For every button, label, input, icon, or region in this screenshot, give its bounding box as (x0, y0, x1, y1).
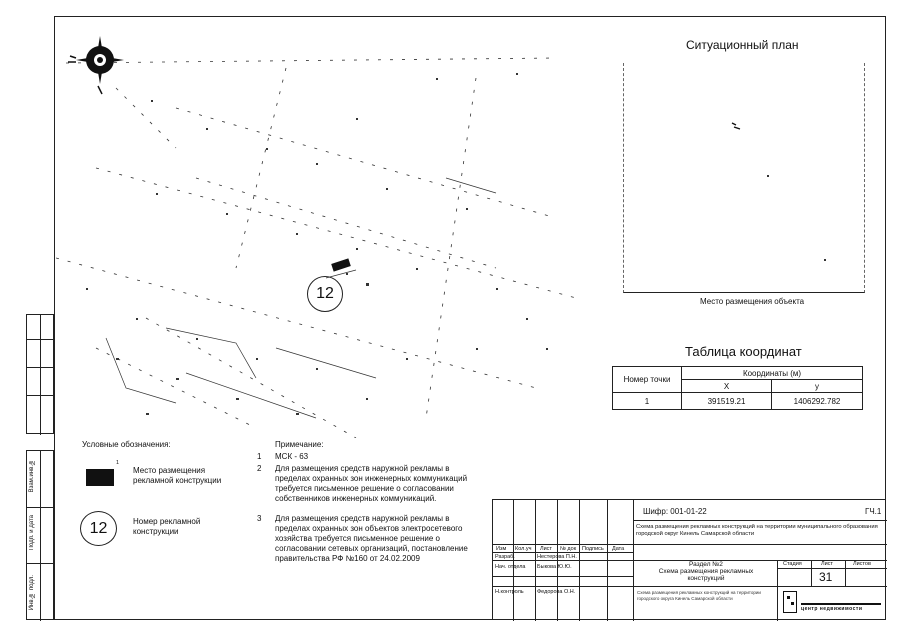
stamp-h-izm: Изм (496, 546, 507, 552)
coords-table-title: Таблица координат (685, 344, 802, 359)
notes-title: Примечание: (275, 440, 324, 449)
stamp-r3-name: Федорова О.Н. (537, 589, 576, 595)
advert-site-marker (331, 258, 351, 271)
stamp-logo-text: центр недвижимости (801, 606, 863, 612)
note-3-num: 3 (257, 514, 262, 523)
cell-x: 391519.21 (682, 393, 772, 410)
stamp-h-stage: Стадия (783, 561, 802, 567)
side-stamp-lower (26, 450, 54, 620)
logo-wordmark (801, 594, 881, 605)
north-arrow-icon (68, 36, 124, 94)
legend-item1-swatch (86, 469, 114, 486)
stamp-section-title: Схема размещения рекламных конструкций (658, 568, 754, 582)
stamp-h-kol: Кол.уч (515, 546, 532, 552)
stamp-sheet-code: ГЧ.1 (865, 507, 882, 516)
note-3-text: Для размещения средств наружной рекламы в пределах охранных зон объектов электросетевого хозяйства требуется письменное решение о согласовании сетевых организаций, постановление правительства РФ №160 от 24.02.2009 (275, 514, 468, 563)
note-1-text: МСК - 63 (275, 452, 309, 461)
stamp-code: Шифр: 001-01-22 (643, 507, 707, 516)
legend-item2-symbol: 12 (80, 511, 117, 546)
stamp-h-sheets: Листов (853, 561, 871, 567)
note-2-text: Для размещения средств наружной рекламы в пределах охранных зон инженерных коммуникаций требуется письменное решение о согласовании собственников инженерных коммуникаций. (275, 464, 468, 503)
stamp-r2-name: Быкова Ю.Ю. (537, 564, 572, 570)
stamp-r2-role: Нач. отдела (495, 564, 526, 570)
cell-y: 1406292.782 (772, 393, 863, 410)
stamp-r3-role: Н.контроль (495, 589, 524, 595)
note-2-num: 2 (257, 464, 262, 473)
stamp-h-sheet: Лист (821, 561, 833, 567)
title-block (492, 499, 886, 620)
stamp-sheet-num: 31 (819, 570, 833, 584)
stamp-project: Схема размещения рекламных конструкций на территории муниципального образования городской округ Кинель Самарской области (636, 524, 878, 537)
situation-plan-caption: Место размещения объекта (700, 297, 805, 306)
cell-point: 1 (613, 393, 682, 410)
map-drawing (56, 18, 576, 438)
stamp-h-doc: № док (560, 546, 577, 552)
legend-item1-label: Место размещения рекламной конструкции (133, 466, 222, 485)
table-row (613, 393, 863, 410)
stamp-r1-role: Разраб. (495, 554, 515, 560)
col-coords-header: Координаты (м) (682, 367, 863, 380)
note-1-num: 1 (257, 452, 262, 461)
side-label-podp: Подп. и дата (29, 515, 35, 551)
stamp-org-text: Схема размещения рекламных конструкций на территории городского округа Кинель Самарской области (637, 590, 761, 601)
side-stamp-upper (26, 314, 54, 434)
stamp-h-list: Лист (540, 546, 552, 552)
legend-item2-label: Номер рекламной конструкции (133, 517, 201, 536)
situation-plan-box (623, 63, 865, 293)
stamp-section: Раздел №2 (689, 561, 723, 568)
map-marker-number: 12 (307, 276, 343, 312)
situation-plan-title: Ситуационный план (686, 38, 799, 52)
stamp-r1-name: Нестерова П.Н. (537, 554, 577, 560)
col-point-header: Номер точки (613, 367, 682, 393)
col-x-header: X (682, 380, 772, 393)
coords-table (612, 366, 863, 410)
stamp-h-date: Дата (612, 546, 625, 552)
side-label-vzam: Взам.инв.№ (29, 459, 35, 493)
stamp-h-podp: Подпись (582, 546, 604, 552)
company-logo-icon (783, 591, 797, 613)
legend-item1-num: 1 (116, 460, 120, 466)
col-y-header: y (772, 380, 863, 393)
side-label-inv: Инв.№ подл. (29, 575, 35, 611)
legend-title: Условные обозначения: (82, 440, 171, 449)
